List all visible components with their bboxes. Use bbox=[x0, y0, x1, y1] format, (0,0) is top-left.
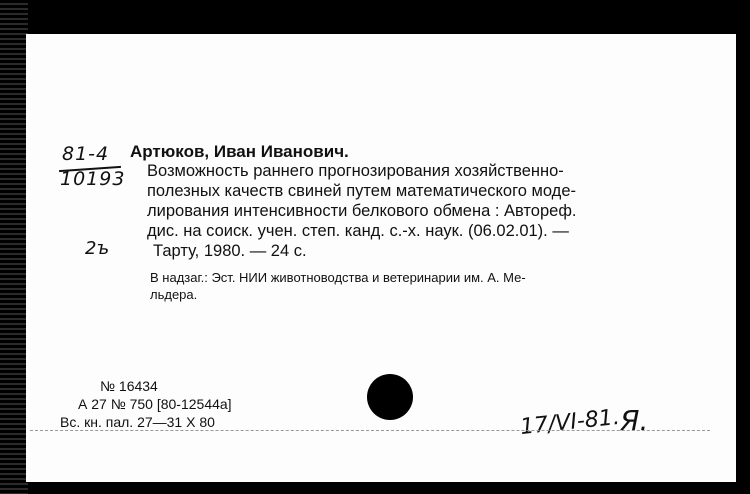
description-line: Возможность раннего прогнозирования хозяйственно- bbox=[147, 162, 564, 180]
call-number-top: 81-4 bbox=[62, 143, 110, 165]
description-line: дис. на соиск. учен. степ. канд. с.-х. наук. (06.02.01). — bbox=[147, 222, 569, 240]
handwritten-mark: 2ъ bbox=[85, 238, 110, 259]
note-block bbox=[150, 269, 690, 303]
author-heading: Артюков, Иван Иванович. bbox=[130, 142, 349, 161]
dashed-rule bbox=[30, 430, 710, 431]
accession-number: № 16434 bbox=[100, 378, 158, 394]
description-line: лирования интенсивности белкового обмена : Автореф. bbox=[147, 202, 577, 220]
punch-hole bbox=[367, 374, 413, 420]
handwritten-date: 17/VI-81. bbox=[518, 404, 621, 441]
shelf-line: Вс. кн. пал. 27—31 X 80 bbox=[60, 414, 215, 430]
note-line: льдера. bbox=[150, 287, 198, 302]
scan-edge bbox=[0, 0, 28, 494]
call-number-bottom: 10193 bbox=[60, 168, 126, 190]
handwritten-signature: Я. bbox=[620, 404, 649, 437]
description-line: полезных качеств свиней путем математического моде- bbox=[147, 182, 576, 200]
description-body bbox=[147, 161, 692, 261]
note-line: В надзаг.: Эст. НИИ животноводства и ветеринарии им. А. Ме- bbox=[150, 270, 526, 285]
inventory-number: А 27 № 750 [80-12544а] bbox=[78, 396, 232, 412]
description-line: Тарту, 1980. — 24 с. bbox=[153, 242, 307, 260]
